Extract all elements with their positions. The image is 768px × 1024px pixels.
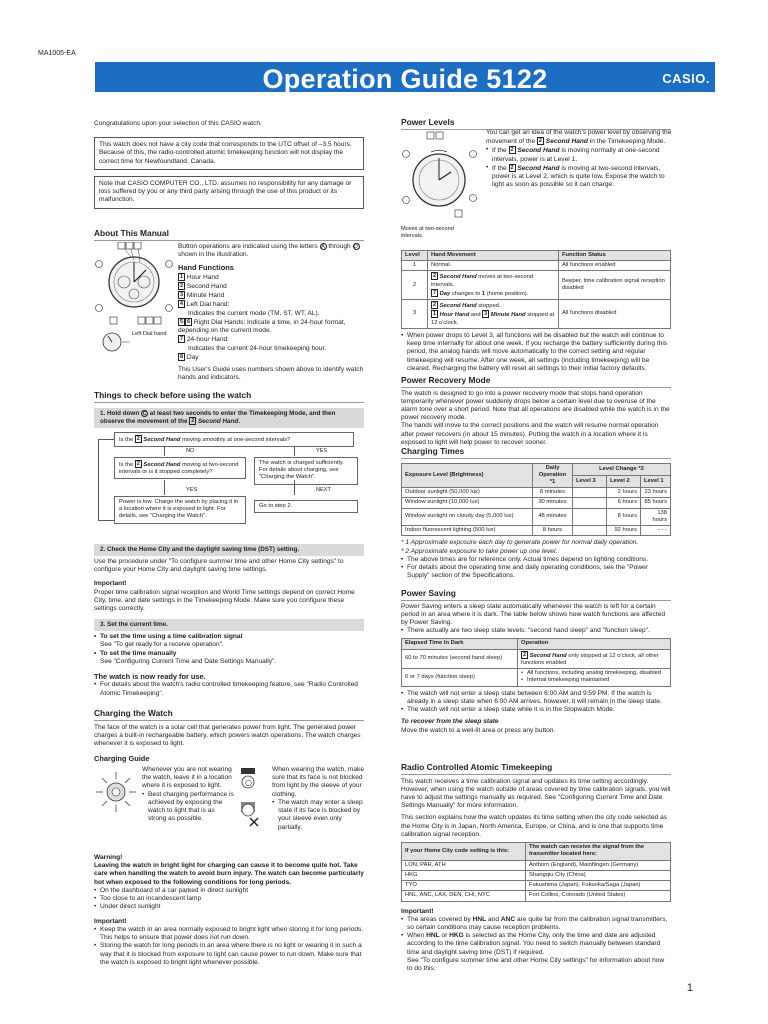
page-number: 1 (686, 982, 693, 994)
warning-item-1: • On the dashboard of a car parked in direct sunlight (94, 887, 364, 895)
about-heading: About This Manual (94, 228, 364, 241)
recovery-text-1: The watch is designed to go into a power recovery mode that stops hand operation temporarily whenever power suddenly drops below a certain level due to overuse of the alarm tone over a short period. Note that all operations are disabled while the watch is in the power recovery mode. (401, 389, 670, 422)
radio-important-2-ref: See "To configure summer time and other Home City settings" for information about how to do this. (407, 956, 665, 973)
table-row: Outdoor sunlight (50,000 lux) 8 minutes 2 hours 23 hours (402, 488, 671, 498)
power-img-caption: Moves at two-second intervals. (401, 226, 454, 239)
check-section (94, 390, 364, 428)
important-item-1: • Keep the watch in an area normally exposed to bright light when storing it for long periods. This helps to ensure that power does not run down. (94, 926, 364, 942)
charging-guide-heading: Charging Guide (94, 754, 150, 764)
recover-heading: To recover from the sleep state (401, 718, 499, 726)
step2-text: Use the procedure under "To configure summer time and other Home City settings" to configure your Home City and daylight saving time settings. (94, 557, 344, 574)
hand-item-5-6: 5 6 Right Dial Hands: Indicate a time, in 24-hour format, depending on the current mode. (178, 318, 346, 335)
title-banner (95, 62, 715, 92)
charging-section (94, 708, 364, 763)
hand-item-8: 8 Day (179, 353, 199, 361)
power-levels-intro: You can get an idea of the watch's power level by observing the movement of the 2 Second Hand in the Timekeeping Mode. (486, 129, 672, 146)
power-levels-text (486, 129, 672, 190)
transmitter-table: If your Home City code setting is this: The watch can receive the signal from the transmitter located here: LON, PAR, ATH Anthorn (England), Mainflingen (Germany) HKG Shangqiu City (China) TYO Fukushima (Japan), Fukuoka/Saga (Japan) HNL, ANC, LAX, DEN, CHI, NYC Fort Collins, Colorado (United States) (401, 842, 671, 901)
set-time-signal-ref: See "To get ready for a receive operation". (100, 641, 224, 649)
guide-2-text: When wearing the watch, make sure that its face is not blocked from light by the sleeve of your clothing. (272, 766, 364, 798)
ready-heading: The watch is now ready for use. (94, 672, 206, 682)
hand-item-7: 7 24-hour Hand: (179, 336, 229, 344)
hand-functions-heading: Hand Functions (178, 263, 234, 273)
footnote-2: * 2 Approximate exposure to take power up one level. (401, 547, 558, 555)
set-time-signal: • To set the time using a time calibration signal (94, 633, 364, 641)
radio-text-2: This section explains how the watch updates its time setting when the city code selected as the Home City is in Japan, North America, Europe, or China, and is one that supports time calibration signal reception. (401, 814, 668, 838)
table-row: 60 to 70 minutes (second hand sleep) 2 Second Hand only stopped at 12 o'clock, all other functions enabled (402, 649, 671, 668)
hand-item-2: 2 Second Hand (179, 282, 227, 290)
disclaimer-box: Note that CASIO COMPUTER CO., LTD. assumes no responsibility for any damage or loss suffered by you or any third party arising through the use of this product or its malfunction. (94, 176, 364, 209)
sleeve-icons (238, 766, 260, 836)
set-time-manual-ref: See "Configuring Current Time and Date Settings Manually". (100, 657, 277, 665)
table-row: 1 Normal. All functions enabled (402, 261, 671, 271)
warning-text: Leaving the watch in bright light for charging can cause it to become quite hot. Take care when handling the watch to avoid burn injury. The watch can become particularly hot when exposed to the following conditions for long periods. (94, 862, 364, 886)
guide-2-bullet: • The watch may enter a sleep state if its face is blocked by your sleeve even only partially. (272, 799, 364, 832)
important-heading-1: Important! (94, 580, 127, 588)
table-row: Window sunlight (10,000 lux) 30 minutes 6 hours 85 hours (402, 498, 671, 508)
step3-strip: 3. Set the current time. (94, 619, 364, 631)
warnings (94, 854, 364, 967)
flow-low-power: Power is low. Charge the watch by placing it in a location where it is exposed to light. For details, see "Charging the Watch". (114, 496, 246, 524)
brand-logo: CASIO. (662, 71, 710, 86)
important-heading-2: Important! (94, 917, 127, 925)
utc-note-box: This watch does not have a city code that corresponds to the UTC offset of –3.5 hours. Because of this, the radio-controlled atomic timekeeping function will not display the correct time for Newfoundland, Canada. (94, 137, 364, 170)
charging-guide-2 (272, 766, 364, 832)
page-title: Operation Guide 5122 (262, 64, 548, 94)
footnote-1: * 1 Approximate exposure each day to generate power for normal daily operation. (401, 539, 639, 547)
radio-section (401, 762, 671, 973)
recovery-heading: Power Recovery Mode (401, 375, 671, 388)
model-code: MA1005-EA (38, 50, 76, 57)
table-row: LON, PAR, ATH Anthorn (England), Mainflingen (Germany) (402, 860, 671, 870)
check-steps (94, 544, 364, 698)
flow-goto-step2: Go to step 2. (254, 500, 358, 513)
power-levels-heading: Power Levels (401, 117, 671, 130)
flowchart (94, 428, 364, 538)
power-saving-section (401, 588, 671, 735)
left-column (94, 120, 364, 209)
guide-1-bullet: • Best charging performance is achieved by exposing the watch to light that is as strong as possible. (142, 791, 234, 824)
table-row: Window sunlight on cloudy day (5,000 lux) 48 minutes 8 hours 138 hours (402, 508, 671, 525)
power-level-table-wrap (401, 250, 671, 373)
button-operations-text: Button operations are indicated using the letters A through D shown in the illustration. (178, 243, 359, 259)
ready-text: • For details about the watch's radio controlled timekeeping feature, see "Radio Controlled Atomic Timekeeping". (94, 681, 364, 697)
flow-question-2: Is the 2 Second Hand moving at two-second intervals or is it stopped completely? (114, 457, 246, 479)
charging-text: The face of the watch is a solar cell that generates power from light. The generated power charges a built-in rechargeable battery, which powers watch operations. The watch charges whenever it is exposed to light. (94, 723, 361, 747)
table-row: HKG Shangqiu City (China) (402, 870, 671, 880)
sleep-note-2: • The watch will not enter a sleep state while it is in the Stopwatch Mode. (401, 706, 671, 714)
svg-text:○: ○ (245, 778, 252, 787)
table-row: HNL, ANC, LAX, DEN, CHI, NYC Fort Collins, Colorado (United States) (402, 891, 671, 901)
hand-item-1: 1 Hour Hand (179, 273, 219, 281)
hand-item-4-detail: Indicates the current mode (TM, ST, WT, AL). (188, 309, 320, 317)
hand-functions-block (178, 243, 364, 383)
radio-heading: Radio Controlled Atomic Timekeeping (401, 762, 671, 775)
sleep-table: Elapsed Time In Dark Operation 60 to 70 minutes (second hand sleep) 2 Second Hand only stopped at 12 o'clock, all other functions enabled 6 or 7 days (function sleep) • All functions, including analog timekeeping, disabled • Internal timekeeping maintained (401, 638, 671, 686)
table-row: 6 or 7 days (function sleep) • All functions, including analog timekeeping, disabled • Internal timekeeping maintained (402, 669, 671, 686)
set-time-manual: • To set the time manually (94, 650, 364, 658)
power-levels-section (401, 117, 671, 130)
charging-note-1: • The above times are for reference only. Actual times depend on lighting conditions. (401, 556, 671, 564)
about-section (94, 228, 364, 241)
flow-question-1: Is the 2 Second Hand moving smoothly at one-second intervals? (114, 432, 354, 447)
hand-item-3: 3 Minute Hand (179, 292, 225, 300)
radio-important-2: • When HNL or HKG is selected as the Home City, only the time and date are adjusted according to the time calibration signal. You need to switch manually between standard time and daylight saving time (DST) if required. (401, 932, 671, 957)
manual-numbers-note: This User's Guide uses numbers shown above to identify watch hands and indicators. (178, 366, 364, 382)
step2-strip: 2. Check the Home City and the daylight saving time (DST) setting. (94, 544, 364, 556)
charging-times-heading: Charging Times (401, 446, 671, 459)
power-level-table: Level Hand Movement Function Status 1 Normal. All functions enabled 2 2 Second Hand moves at two-second intervals. 7 Day changes to 1 (home position). Beeper, time calibration signal reception disabled 3 2 Second Hand stopped. 1 Hour Hand and 3 Minute Hand stopped at 12 o'clock. All functions disabled (401, 250, 671, 329)
power-level-1-note: • If the 2 Second Hand is moving normally at one-second intervals, power is at Level 1. (486, 146, 672, 163)
hand-item-7-detail: Indicates the current 24-hour timekeeping hour. (188, 344, 327, 352)
radio-important-1: • The areas covered by HNL and ANC are quite far from the calibration signal transmitters, so certain conditions may cause reception problems. (401, 916, 671, 932)
charging-times-section (401, 446, 671, 581)
radio-text-1: This watch receives a time calibration signal and updates its time setting accordingly. However, when using the watch outside of areas covered by time calibration signals, you will have to adjust the settings manually as required. See "Configuring Current Time and Date Settings Manually" for more information. (401, 777, 671, 810)
table-row: Indoor fluorescent lighting (500 lux) 8 hours 92 hours - - - (402, 526, 671, 536)
flow-yes: YES (316, 448, 328, 454)
power-level-illustration (401, 130, 481, 226)
flow-no: NO (186, 448, 195, 454)
recovery-text-2: The hands will move to the correct positions and the watch will resume normal operation after power recovers (in about 15 minutes). Putting the watch in a location where it is exposed to light will help power to recover sooner. (401, 422, 659, 446)
charging-guide-1 (142, 766, 234, 824)
guide-1-text: Whenever you are not wearing the watch, leave it in a location where it is exposed to light. (142, 766, 232, 790)
important-text-1: Proper time calibration signal reception and World Time settings depend on correct Home City, time, and date settings in the Timekeeping Mode. Make sure you configure these settings correctly. (94, 588, 355, 613)
sun-charging-icon (94, 770, 138, 814)
hand-item-4: 4 Left Dial hand: (179, 301, 230, 309)
warning-item-3: • Under direct sunlight (94, 903, 364, 911)
flow-charged: The watch is charged sufficiently. For details about charging, see "Charging the Watch". (254, 457, 358, 485)
power-level-2-note: • If the 2 Second Hand is moving at two-second intervals, power is at Level 2, which is quite low. Expose the watch to light as soon as possible so it can charge. (486, 164, 672, 190)
intro-text: Congratulations upon your selection of this CASIO watch. (94, 120, 262, 127)
power-saving-heading: Power Saving (401, 588, 671, 601)
left-dial-label: Left Dial hand (132, 331, 167, 337)
table-row: 2 2 Second Hand moves at two-second intervals. 7 Day changes to 1 (home position). Beeper, time calibration signal reception disabled (402, 271, 671, 300)
charging-note-2: • For details about the operating time and daily operating conditions, see the "Power Supply" section of the Specifications. (401, 564, 671, 580)
important-item-2: • Storing the watch for long periods in an area where there is no light or wearing it in such a way that it is blocked from exposure to light can cause power to run down. Make sure that the watch is exposed to bright light whenever possible. (94, 942, 364, 967)
step1-strip: 1. Hold down C at least two seconds to enter the Timekeeping Mode, and then observe the movement of the 2 Second Hand. (94, 408, 364, 429)
table-row: 3 2 Second Hand stopped. 1 Hour Hand and 3 Minute Hand stopped at 12 o'clock. All functions disabled (402, 300, 671, 329)
power-saving-text: Power Saving enters a sleep state automatically whenever the watch is left for a certain period in an area where it is dark. The table below shows how watch functions are affected by Power Saving. (401, 602, 666, 626)
sleep-levels-note: • There actually are two sleep state levels: "second hand sleep" and "function sleep". (401, 627, 671, 635)
warning-heading: Warning! (94, 854, 123, 861)
recover-text: Move the watch to a well-lit area or press any button. (401, 726, 556, 734)
charging-times-table: Exposure Level (Brightness) Daily Operation *1 Level Change *2 Level 3 Level 2 Level 1 Outdoor sunlight (50,000 lux) 8 minutes 2 hours 23 hours Window sunlight (10,000 lux) 30 minutes 6 hours 85 hours Window sunlight on cloudy day (5,000 lux) 48 minutes 8 hours 138 hours Indoor fluorescent lighting (500 lux) 8 hours 92 hours - - - (401, 463, 671, 537)
table-row: TYO Fukushima (Japan), Fukuoka/Saga (Japan) (402, 881, 671, 891)
charging-heading: Charging the Watch (94, 708, 364, 721)
radio-important-heading: Important! (401, 907, 434, 915)
recovery-section (401, 375, 671, 447)
sleep-note-1: • The watch will not enter a sleep state between 6:00 AM and 9:59 PM. If the watch is already in a sleep state when 6:00 AM arrives, however, it will remain in the sleep state. (401, 690, 671, 706)
flow-yes-2: YES (186, 487, 198, 493)
flow-next: NEXT (316, 487, 331, 493)
check-heading: Things to check before using the watch (94, 390, 364, 403)
warning-item-2: • Too close to an incandescent lamp (94, 895, 364, 903)
level3-note: • When power drops to Level 3, all functions will be disabled but the watch will continue to keep time internally for about one week. If you recharge the battery sufficiently during this period, the analog hands will move automatically to the correct setting and regular timekeeping will resume. After one week, all settings (including timekeeping) will be cleared. Recharging the battery will reset all settings to their initial factory defaults. (401, 332, 671, 373)
